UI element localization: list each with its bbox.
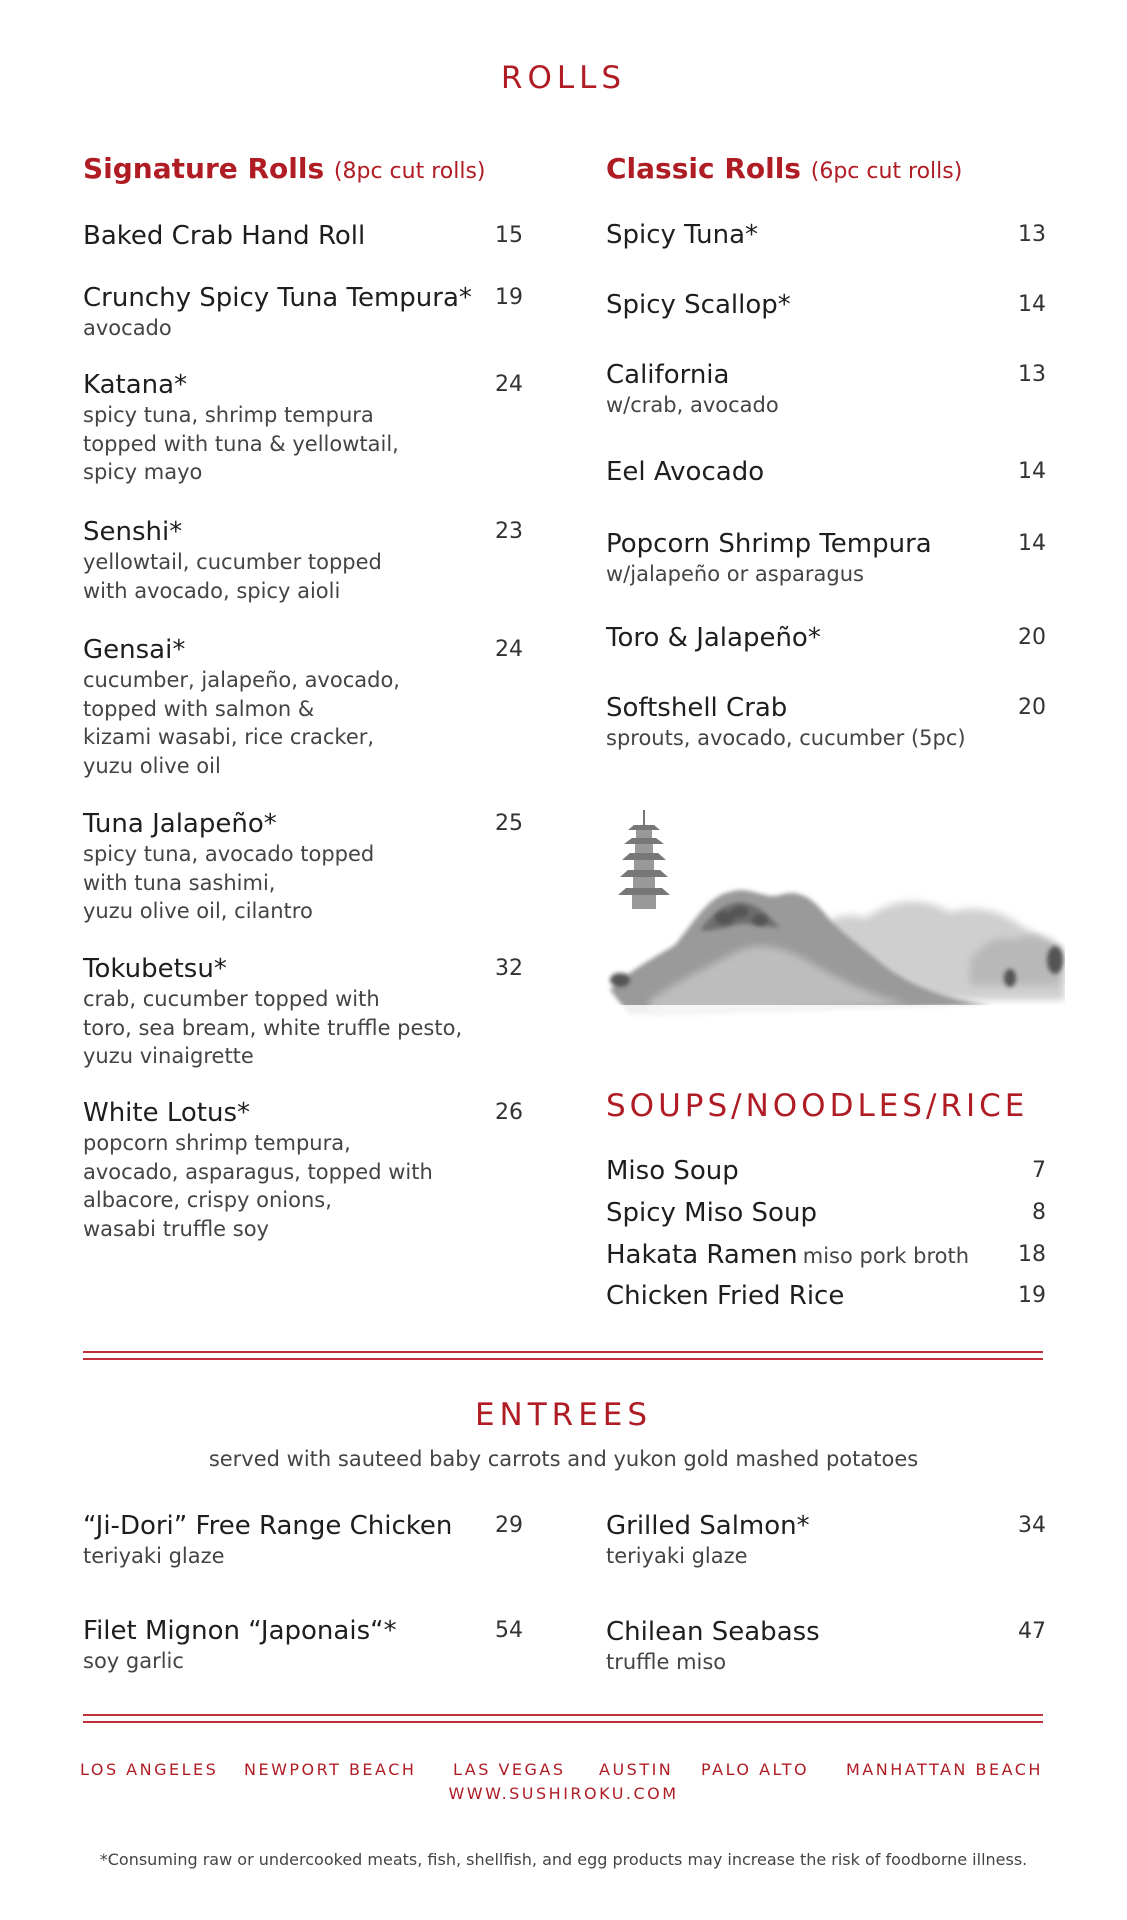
item-price: 24: [495, 637, 523, 662]
item-name: Hakata Ramen: [606, 1240, 798, 1270]
soup-item: [606, 1155, 1046, 1189]
item-desc: avocado: [83, 316, 172, 340]
item-name: Spicy Scallop*: [606, 290, 791, 320]
menu-item: [606, 622, 1046, 654]
item-desc: truffle miso: [606, 1650, 727, 1674]
item-price: 7: [1032, 1158, 1046, 1183]
item-desc: albacore, crispy onions,: [83, 1188, 332, 1212]
menu-item: [83, 369, 523, 487]
location-los-angeles: LOS ANGELES: [80, 1760, 219, 1779]
item-name: White Lotus*: [83, 1098, 251, 1128]
item-name: Chilean Seabass: [606, 1617, 820, 1647]
item-name: California: [606, 360, 730, 390]
soups-heading: SOUPS/NOODLES/RICE: [606, 1088, 1029, 1124]
item-desc: yuzu vinaigrette: [83, 1044, 254, 1068]
item-desc: spicy tuna, avocado topped: [83, 842, 375, 866]
soup-item: [606, 1239, 1046, 1273]
rolls-heading: ROLLS: [500, 60, 627, 96]
menu-item: [83, 516, 523, 605]
menu-item: [606, 289, 1046, 321]
item-desc: with avocado, spicy aioli: [83, 578, 341, 603]
item-desc: topped with salmon &: [83, 696, 315, 721]
item-name: Gensai*: [83, 635, 186, 665]
item-price: 34: [1018, 1513, 1046, 1538]
item-name: Tuna Jalapeño*: [83, 809, 277, 839]
signature-rolls-label: Signature Rolls: [83, 152, 325, 185]
item-price: 19: [495, 285, 523, 310]
item-price: 13: [1018, 362, 1046, 387]
item-price: 25: [495, 811, 523, 836]
item-desc: spicy tuna, shrimp tempura: [83, 403, 374, 427]
item-name: Popcorn Shrimp Tempura: [606, 529, 932, 559]
menu-item: [606, 456, 1046, 488]
item-desc: crab, cucumber topped with: [83, 987, 380, 1011]
item-desc: kizami wasabi, rice cracker,: [83, 725, 375, 749]
item-desc: soy garlic: [83, 1649, 184, 1673]
divider: [83, 1721, 1043, 1723]
item-price: 32: [495, 956, 523, 981]
classic-rolls-title: [606, 152, 962, 185]
item-desc: yuzu olive oil, cilantro: [83, 899, 313, 923]
pagoda-landscape-illustration: [590, 800, 1065, 1040]
divider: [83, 1358, 1043, 1360]
location-manhattan-beach: MANHATTAN BEACH: [846, 1760, 1043, 1779]
item-desc: toro, sea bream, white truffle pesto,: [83, 1015, 463, 1040]
pagoda-icon: [618, 810, 670, 909]
item-name: Baked Crab Hand Roll: [83, 221, 366, 251]
menu-item: [606, 528, 1046, 589]
item-desc: topped with tuna & yellowtail,: [83, 431, 399, 456]
divider: [83, 1714, 1043, 1716]
item-price: 14: [1018, 292, 1046, 317]
entree-item: [606, 1510, 1046, 1571]
menu-item: [83, 808, 523, 926]
menu-item: [606, 359, 1046, 420]
item-name: Katana*: [83, 370, 188, 400]
menu-item: [83, 220, 523, 252]
entrees-subtitle: served with sauteed baby carrots and yukon gold mashed potatoes: [208, 1447, 919, 1471]
item-extra: miso pork broth: [802, 1244, 970, 1268]
item-price: 14: [1018, 531, 1046, 556]
soup-item: [606, 1197, 1046, 1231]
item-price: 20: [1018, 625, 1046, 650]
entrees-heading: ENTREES: [474, 1397, 653, 1433]
item-name: Filet Mignon “Japonais“*: [83, 1616, 397, 1646]
menu-item: [83, 953, 523, 1071]
item-name: Crunchy Spicy Tuna Tempura*: [83, 283, 472, 313]
menu-item: [83, 634, 523, 780]
item-name: “Ji-Dori” Free Range Chicken: [83, 1511, 453, 1541]
item-desc: teriyaki glaze: [606, 1544, 748, 1568]
item-price: 18: [1018, 1242, 1046, 1267]
item-price: 24: [495, 372, 523, 397]
item-name: Spicy Miso Soup: [606, 1198, 817, 1228]
item-name: Miso Soup: [606, 1156, 739, 1186]
disclaimer: *Consuming raw or undercooked meats, fish, shellfish, and egg products may increase the risk of foodborne illness.: [99, 1850, 1028, 1869]
item-name: Tokubetsu*: [83, 954, 227, 984]
item-name: Spicy Tuna*: [606, 220, 759, 250]
location-las-vegas: LAS VEGAS: [453, 1760, 566, 1779]
item-desc: teriyaki glaze: [83, 1544, 225, 1568]
classic-rolls-label: Classic Rolls: [606, 152, 801, 185]
entree-item: [606, 1616, 1046, 1677]
menu-item: [606, 219, 1046, 251]
item-name: Senshi*: [83, 517, 183, 547]
item-desc: wasabi truffle soy: [83, 1216, 269, 1241]
location-austin: AUSTIN: [599, 1760, 674, 1779]
item-price: 19: [1018, 1283, 1046, 1308]
entree-item: [83, 1510, 523, 1571]
item-price: 47: [1018, 1619, 1046, 1644]
divider: [83, 1351, 1043, 1353]
item-desc: sprouts, avocado, cucumber (5pc): [606, 726, 966, 750]
item-price: 20: [1018, 695, 1046, 720]
item-price: 29: [495, 1513, 523, 1538]
item-name: Grilled Salmon*: [606, 1511, 810, 1541]
item-desc: yuzu olive oil: [83, 753, 221, 778]
item-name: Softshell Crab: [606, 693, 788, 723]
soup-item: [606, 1280, 1046, 1314]
website-link[interactable]: WWW.SUSHIROKU.COM: [448, 1784, 679, 1803]
menu-item: [83, 282, 523, 343]
item-desc: w/crab, avocado: [606, 393, 779, 417]
location-palo-alto: PALO ALTO: [701, 1760, 810, 1779]
item-price: 54: [495, 1618, 523, 1643]
menu-item: [606, 692, 1046, 753]
menu-item: [83, 1097, 523, 1243]
item-desc: cucumber, jalapeño, avocado,: [83, 668, 400, 692]
item-price: 8: [1032, 1200, 1046, 1225]
entree-item: [83, 1615, 523, 1676]
classic-rolls-note: (6pc cut rolls): [810, 159, 963, 184]
item-name: Toro & Jalapeño*: [606, 623, 821, 653]
item-price: 23: [495, 519, 523, 544]
location-newport-beach: NEWPORT BEACH: [244, 1760, 417, 1779]
item-desc: with tuna sashimi,: [83, 870, 276, 895]
signature-rolls-title: [83, 152, 486, 185]
item-price: 14: [1018, 459, 1046, 484]
item-price: 26: [495, 1100, 523, 1125]
item-price: 15: [495, 223, 523, 248]
item-price: 13: [1018, 222, 1046, 247]
item-desc: yellowtail, cucumber topped: [83, 550, 382, 574]
item-desc: popcorn shrimp tempura,: [83, 1131, 351, 1155]
item-name: Chicken Fried Rice: [606, 1281, 845, 1311]
signature-rolls-note: (8pc cut rolls): [333, 159, 486, 184]
item-desc: avocado, asparagus, topped with: [83, 1159, 433, 1184]
item-name: Eel Avocado: [606, 457, 765, 487]
item-desc: w/jalapeño or asparagus: [606, 562, 864, 586]
item-desc: spicy mayo: [83, 460, 203, 484]
